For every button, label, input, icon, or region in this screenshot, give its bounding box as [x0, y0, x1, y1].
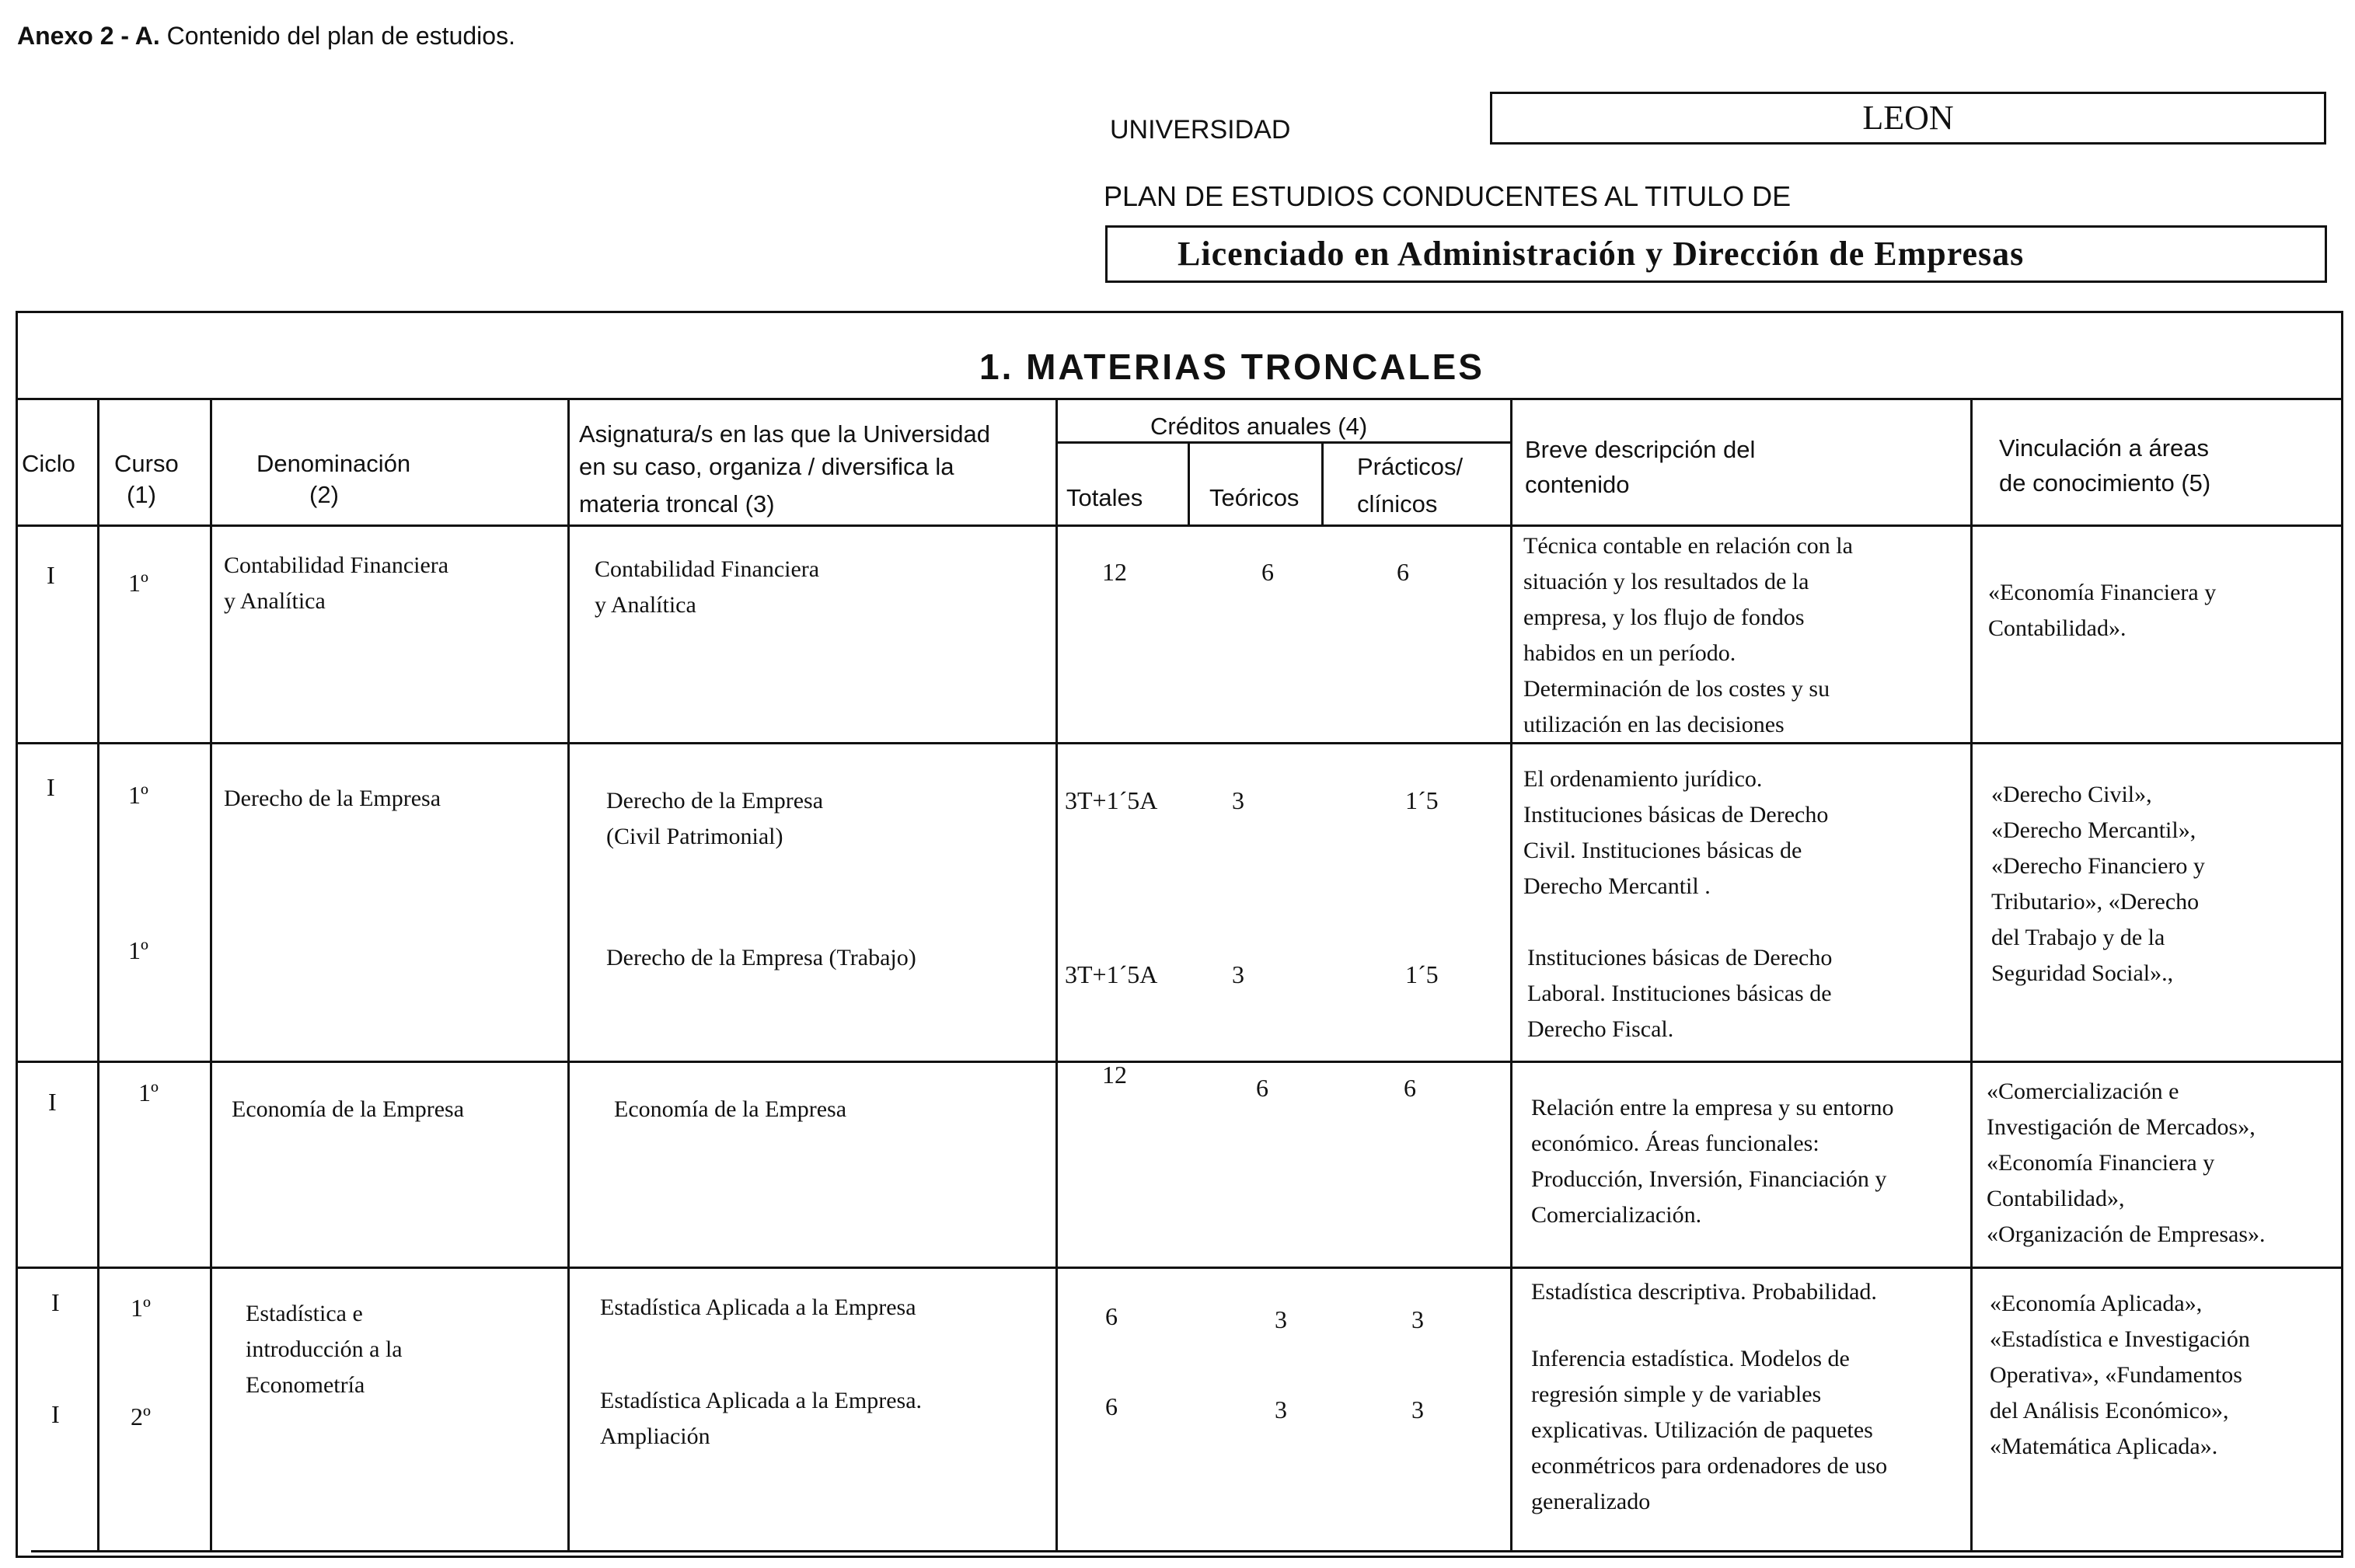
row-3-totales: 12 [1102, 1061, 1127, 1089]
row-2b-curso: 1º [128, 936, 148, 964]
row-4-ciclo: I [51, 1288, 60, 1316]
row-1-practicos: 6 [1397, 558, 1409, 586]
header-bottom-rule [16, 524, 2343, 527]
row-4b-practicos: 3 [1411, 1396, 1424, 1423]
row-3-teoricos: 6 [1256, 1074, 1268, 1102]
col-rule-asignatura [1055, 398, 1058, 1552]
row-2-ciclo: I [47, 773, 55, 801]
row-4-totales: 6 [1105, 1302, 1118, 1330]
header-asignatura-line-3: materia troncal (3) [579, 490, 775, 517]
header-vinculacion-line-1: Vinculación a áreas [1999, 434, 2209, 462]
header-vinculacion-line-2: de conocimiento (5) [1999, 469, 2211, 497]
row-3-descripcion: Relación entre la empresa y su entorno económico. Áreas funcionales: Producción, Inversión, Financiación y Comercialización. [1531, 1095, 1894, 1228]
row-4-descripcion: Estadística descriptiva. Probabilidad. [1531, 1279, 1877, 1305]
header-teoricos: Teóricos [1209, 484, 1300, 511]
row-3-vinculacion: «Comercialización e Investigación de Mercados», «Economía Financiera y Contabilidad», «Organización de Empresas». [1987, 1078, 2266, 1247]
col-rule-curso [210, 398, 212, 1552]
row-2b-descripcion: Instituciones básicas de Derecho Laboral. Instituciones básicas de Derecho Fiscal. [1527, 945, 1833, 1042]
row-4b-curso: 2º [131, 1402, 151, 1430]
header-totales: Totales [1066, 484, 1143, 511]
row-3-bottom-rule [16, 1267, 2343, 1269]
row-2b-asignatura: Derecho de la Empresa (Trabajo) [606, 945, 916, 970]
row-2-bottom-rule [16, 1061, 2343, 1063]
row-4b-descripcion: Inferencia estadística. Modelos de regresión simple y de variables explicativas. Utilización de paquetes econmétricos para ordenadores de uso generalizado [1531, 1346, 1888, 1514]
col-rule-teoricos [1321, 441, 1324, 524]
degree-title-box: Licenciado en Administración y Dirección de Empresas [1105, 225, 2327, 283]
row-3-practicos: 6 [1404, 1074, 1416, 1102]
row-3-ciclo: I [48, 1088, 57, 1116]
row-4-teoricos: 3 [1275, 1305, 1287, 1333]
row-2-descripcion: El ordenamiento jurídico. Instituciones básicas de Derecho Civil. Instituciones básicas de Derecho Mercantil . [1523, 766, 1829, 899]
row-4b-totales: 6 [1105, 1392, 1118, 1420]
row-4b-teoricos: 3 [1275, 1396, 1287, 1423]
university-name-box: LEON [1490, 92, 2326, 145]
row-2-practicos: 1´5 [1405, 786, 1439, 814]
row-3-asignatura: Economía de la Empresa [614, 1096, 847, 1122]
header-asignatura-line-1: Asignatura/s en las que la Universidad [579, 420, 991, 448]
header-descripcion-line-1: Breve descripción del [1525, 436, 1756, 463]
row-4b-asignatura: Estadística Aplicada a la Empresa. Ampliación [600, 1388, 923, 1449]
row-1-vinculacion: «Economía Financiera y Contabilidad». [1988, 580, 2217, 641]
section-title: 1. MATERIAS TRONCALES [979, 347, 1485, 387]
col-rule-descripcion [1970, 398, 1973, 1552]
header-curso-note: (1) [127, 481, 156, 508]
row-3-curso: 1º [138, 1078, 159, 1106]
row-4-asignatura: Estadística Aplicada a la Empresa [600, 1294, 916, 1320]
row-1-ciclo: I [47, 561, 55, 589]
header-practicos-line-2: clínicos [1357, 490, 1438, 517]
row-4-practicos: 3 [1411, 1305, 1424, 1333]
row-2b-totales: 3T+1´5A [1065, 960, 1158, 988]
header-denominacion: Denominación [256, 450, 411, 477]
row-1-descripcion: Técnica contable en relación con la situación y los resultados de la empresa, y los flujo de fondos habidos en un período. Determinación de los costes y su utilización en las decisiones [1523, 533, 1853, 737]
row-2-curso: 1º [128, 781, 148, 809]
annex-heading: Anexo 2 - A. Contenido del plan de estudios. [17, 22, 515, 50]
row-1-bottom-rule [16, 742, 2343, 744]
row-4-curso: 1º [131, 1294, 151, 1322]
row-2-denominacion: Derecho de la Empresa [224, 786, 441, 811]
header-ciclo: Ciclo [22, 450, 75, 477]
header-curso: Curso [114, 450, 179, 477]
university-label: UNIVERSIDAD [1110, 115, 1291, 145]
header-practicos-line-1: Prácticos/ [1357, 453, 1464, 480]
row-4-bottom-rule [31, 1550, 2343, 1552]
row-3-denominacion: Economía de la Empresa [232, 1096, 465, 1122]
col-rule-creditos [1510, 398, 1512, 1552]
row-2b-teoricos: 3 [1232, 960, 1244, 988]
row-4-denominacion: Estadística e introducción a la Econometría [246, 1301, 403, 1398]
header-descripcion-line-2: contenido [1525, 471, 1630, 498]
row-4b-ciclo: I [51, 1400, 60, 1428]
header-denominacion-note: (2) [309, 481, 339, 508]
credits-sub-rule [1055, 441, 1510, 444]
row-2-teoricos: 3 [1232, 786, 1244, 814]
row-2b-practicos: 1´5 [1405, 960, 1439, 988]
row-2-asignatura: Derecho de la Empresa (Civil Patrimonial) [606, 788, 824, 849]
col-rule-denominacion [567, 398, 570, 1552]
row-1-curso: 1º [128, 569, 148, 597]
header-asignatura-line-2: en su caso, organiza / diversifica la [579, 453, 954, 480]
header-top-rule [16, 398, 2343, 400]
row-1-totales: 12 [1102, 558, 1127, 586]
row-4-vinculacion: «Economía Aplicada», «Estadística e Investigación Operativa», «Fundamentos del Análisis Económico», «Matemática Aplicada». [1990, 1291, 2250, 1459]
row-1-teoricos: 6 [1261, 558, 1274, 586]
row-2-vinculacion: «Derecho Civil», «Derecho Mercantil», «Derecho Financiero y Tributario», «Derecho del Trabajo y de la Seguridad Social»., [1991, 782, 2205, 986]
row-1-denominacion: Contabilidad Financiera y Analítica [224, 552, 449, 614]
plan-label: PLAN DE ESTUDIOS CONDUCENTES AL TITULO DE [1104, 180, 1792, 212]
row-1-asignatura: Contabilidad Financiera y Analítica [595, 556, 820, 618]
col-rule-ciclo [97, 398, 99, 1552]
row-2-totales: 3T+1´5A [1065, 786, 1158, 814]
col-rule-totales [1188, 441, 1190, 524]
header-creditos: Créditos anuales (4) [1150, 413, 1368, 440]
